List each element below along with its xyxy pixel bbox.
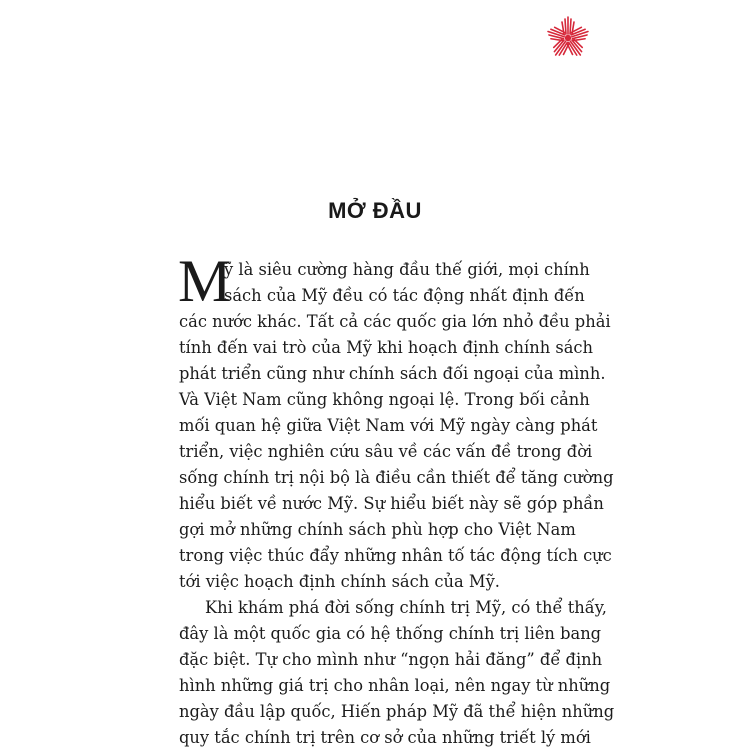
text-line: quy tắc chính trị trên cơ sở của những triết lý mới [179,728,591,747]
text-line: mối quan hệ giữa Việt Nam với Mỹ ngày càng phát [179,416,598,435]
publisher-star-logo-icon [546,16,590,60]
text-line: phát triển cũng như chính sách đối ngoại của mình. [179,364,606,383]
text-line: hình những giá trị cho nhân loại, nên ngay từ những [179,676,611,695]
body-text [178,248,615,751]
text-line: ỹ là siêu cường hàng đầu thế giới, mọi chính [224,260,590,279]
text-line: Và Việt Nam cũng không ngoại lệ. Trong bối cảnh [179,390,590,409]
chapter-title: MỞ ĐẦU [328,198,422,223]
text-line: ngày đầu lập quốc, Hiến pháp Mỹ đã thể hiện những [179,702,615,721]
text-line: sách của Mỹ đều có tác động nhất định đến [224,286,585,305]
text-line: tính đến vai trò của Mỹ khi hoạch định chính sách [179,338,594,357]
text-line: triển, việc nghiên cứu sâu về các vấn đề trong đời [179,442,593,461]
text-line: Khi khám phá đời sống chính trị Mỹ, có thể thấy, [205,598,607,617]
drop-cap: M [178,248,232,314]
text-line: sống chính trị nội bộ là điều cần thiết để tăng cường [179,468,614,487]
text-line: hiểu biết về nước Mỹ. Sự hiểu biết này sẽ góp phần [179,494,604,513]
text-line: tới việc hoạch định chính sách của Mỹ. [179,572,500,591]
text-line: trong việc thúc đẩy những nhân tố tác động tích cực [179,546,612,565]
text-line: đặc biệt. Tự cho mình như “ngọn hải đăng” để định [179,650,603,669]
text-line: gợi mở những chính sách phù hợp cho Việt Nam [179,520,576,539]
text-line: các nước khác. Tất cả các quốc gia lớn nhỏ đều phải [179,312,611,331]
text-line: đây là một quốc gia có hệ thống chính trị liên bang [179,624,602,643]
